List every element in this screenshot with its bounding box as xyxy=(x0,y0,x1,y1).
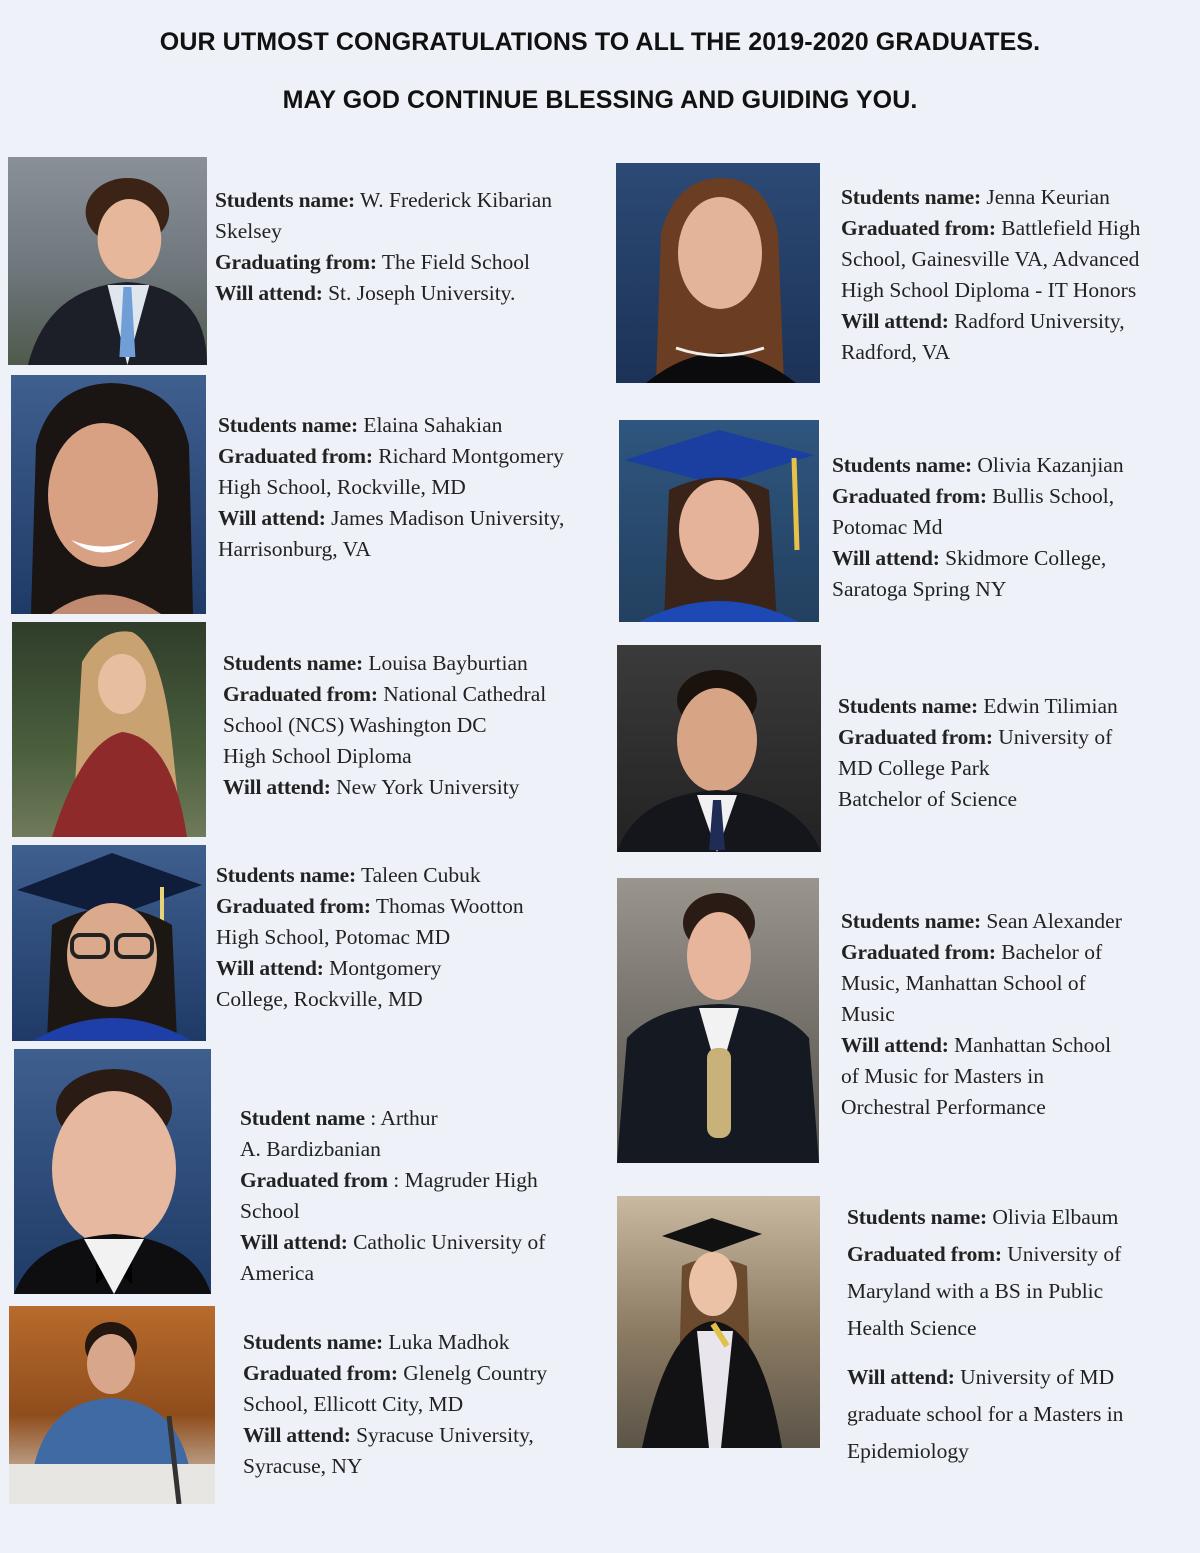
photo-olivia-kazanjian xyxy=(619,420,819,622)
bio-field-value: School, Gainesville VA, Advanced xyxy=(841,247,1140,271)
bio-field-value: Catholic University of xyxy=(347,1230,546,1254)
bio-line xyxy=(841,182,1140,213)
bio-field-value: : Arthur xyxy=(364,1106,438,1130)
bio-field-label: Students name: xyxy=(243,1330,383,1354)
bio-elaina xyxy=(218,410,564,565)
bio-olivia-kazanjian xyxy=(832,450,1124,605)
bio-line xyxy=(847,1433,1123,1470)
bio-line xyxy=(838,753,1118,784)
bio-field-label: Graduating from: xyxy=(215,250,377,274)
bio-field-label: Graduated from: xyxy=(223,682,378,706)
bio-line xyxy=(216,953,524,984)
photo-frederick xyxy=(8,157,207,365)
bio-field-value: Olivia Kazanjian xyxy=(971,453,1124,477)
bio-field-label: Will attend: xyxy=(832,546,940,570)
bio-line xyxy=(243,1389,547,1420)
bio-field-label: Students name: xyxy=(223,651,363,675)
bio-line xyxy=(240,1196,545,1227)
bio-sean xyxy=(841,906,1122,1123)
photo-olivia-elbaum xyxy=(617,1196,820,1448)
bio-field-value: Olivia Elbaum xyxy=(986,1205,1119,1229)
bio-field-label: Graduated from xyxy=(240,1168,388,1192)
bio-field-label: Students name: xyxy=(215,188,355,212)
bio-line xyxy=(832,574,1124,605)
bio-line xyxy=(243,1420,547,1451)
bio-field-value: High School Diploma - IT Honors xyxy=(841,278,1137,302)
bio-line xyxy=(832,481,1124,512)
bio-line xyxy=(243,1451,547,1482)
bio-line xyxy=(240,1134,545,1165)
photo-arthur xyxy=(14,1049,211,1294)
bio-field-value: America xyxy=(240,1261,315,1285)
bio-line xyxy=(243,1327,547,1358)
bio-field-value: University of xyxy=(1001,1242,1122,1266)
bio-line xyxy=(240,1227,545,1258)
bio-line xyxy=(838,784,1118,815)
bio-luka xyxy=(243,1327,547,1482)
bio-field-label: Graduated from: xyxy=(832,484,987,508)
bio-line xyxy=(841,968,1122,999)
bio-field-value: Louisa Bayburtian xyxy=(362,651,528,675)
bio-line xyxy=(841,906,1122,937)
bio-field-label: Will attend: xyxy=(243,1423,351,1447)
bio-field-label: Will attend: xyxy=(841,309,949,333)
bio-field-value: School xyxy=(240,1199,300,1223)
bio-field-label: Will attend: xyxy=(223,775,331,799)
bio-field-value: Harrisonburg, VA xyxy=(218,537,371,561)
bio-field-value: High School, Rockville, MD xyxy=(218,475,466,499)
bio-field-label: Student name xyxy=(240,1106,365,1130)
bio-frederick xyxy=(215,185,552,309)
bio-line xyxy=(847,1199,1123,1236)
bio-line xyxy=(841,1061,1122,1092)
bio-field-label: Will attend: xyxy=(841,1033,949,1057)
photo-elaina xyxy=(11,375,206,614)
bio-line xyxy=(841,275,1140,306)
bio-field-value: St. Joseph University. xyxy=(322,281,516,305)
bio-field-value: MD College Park xyxy=(838,756,990,780)
bio-field-label: Graduated from: xyxy=(838,725,993,749)
bio-field-value: School, Ellicott City, MD xyxy=(243,1392,464,1416)
bio-line xyxy=(841,244,1140,275)
bio-line xyxy=(838,722,1118,753)
bio-line xyxy=(841,306,1140,337)
bio-field-value: Syracuse, NY xyxy=(243,1454,363,1478)
bio-line xyxy=(243,1358,547,1389)
bio-line xyxy=(847,1273,1123,1310)
bio-line xyxy=(215,185,552,216)
headline-blessing: MAY GOD CONTINUE BLESSING AND GUIDING YOU. xyxy=(282,86,918,114)
photo-sean xyxy=(617,878,819,1163)
bio-field-value: Health Science xyxy=(847,1316,977,1340)
bio-line xyxy=(218,503,564,534)
bio-jenna xyxy=(841,182,1140,368)
bio-line xyxy=(841,1030,1122,1061)
bio-line xyxy=(216,891,524,922)
bio-line xyxy=(847,1359,1123,1396)
bio-line xyxy=(841,1092,1122,1123)
bio-field-value: Skidmore College, xyxy=(939,546,1107,570)
photo-jenna xyxy=(616,163,820,383)
bio-field-label: Graduated from: xyxy=(841,216,996,240)
bio-field-value: W. Frederick Kibarian xyxy=(354,188,552,212)
bio-line xyxy=(218,534,564,565)
bio-line xyxy=(847,1236,1123,1273)
bio-field-value: Edwin Tilimian xyxy=(977,694,1118,718)
bio-field-label: Will attend: xyxy=(847,1365,955,1389)
bio-field-label: Will attend: xyxy=(216,956,324,980)
bio-line xyxy=(841,337,1140,368)
photo-edwin xyxy=(617,645,821,852)
bio-line xyxy=(838,691,1118,722)
bio-field-value: Montgomery xyxy=(323,956,442,980)
bio-field-label: Students name: xyxy=(847,1205,987,1229)
bio-field-value: Music, Manhattan School of xyxy=(841,971,1086,995)
bio-line xyxy=(240,1258,545,1289)
bio-line xyxy=(218,410,564,441)
bio-line xyxy=(841,937,1122,968)
bio-line xyxy=(223,710,546,741)
bio-louisa xyxy=(223,648,546,803)
bio-field-value: High School Diploma xyxy=(223,744,412,768)
bio-field-label: Graduated from: xyxy=(216,894,371,918)
headline-congratulations: OUR UTMOST CONGRATULATIONS TO ALL THE 2019-2020 GRADUATES. xyxy=(159,28,1041,56)
bio-line xyxy=(215,247,552,278)
bio-field-value: graduate school for a Masters in xyxy=(847,1402,1124,1426)
bio-olivia-elbaum xyxy=(847,1199,1123,1470)
bio-line xyxy=(240,1165,545,1196)
bio-line xyxy=(218,472,564,503)
bio-line xyxy=(832,450,1124,481)
bio-field-label: Graduated from: xyxy=(218,444,373,468)
bio-line xyxy=(223,772,546,803)
bio-field-value: James Madison University, xyxy=(325,506,565,530)
bio-field-value: Glenelg Country xyxy=(397,1361,548,1385)
bio-edwin xyxy=(838,691,1118,815)
bio-field-value: : Magruder High xyxy=(387,1168,538,1192)
bio-field-label: Graduated from: xyxy=(841,940,996,964)
bio-field-value: Orchestral Performance xyxy=(841,1095,1046,1119)
bio-field-value: Maryland with a BS in Public xyxy=(847,1279,1104,1303)
bio-field-value: Skelsey xyxy=(215,219,282,243)
bio-field-value: Music xyxy=(841,1002,895,1026)
photo-taleen xyxy=(12,845,206,1041)
bio-field-value: Richard Montgomery xyxy=(372,444,564,468)
bio-line xyxy=(832,512,1124,543)
bio-field-value: Bullis School, xyxy=(986,484,1115,508)
bio-field-label: Graduated from: xyxy=(243,1361,398,1385)
bio-field-value: Syracuse University, xyxy=(350,1423,534,1447)
bio-arthur xyxy=(240,1103,545,1289)
bio-field-label: Students name: xyxy=(841,185,981,209)
bio-field-value: High School, Potomac MD xyxy=(216,925,451,949)
bio-line xyxy=(216,922,524,953)
bio-field-value: Elaina Sahakian xyxy=(357,413,503,437)
bio-field-value: Bachelor of xyxy=(995,940,1103,964)
bio-field-label: Students name: xyxy=(841,909,981,933)
bio-field-value: Potomac Md xyxy=(832,515,943,539)
bio-field-label: Students name: xyxy=(838,694,978,718)
bio-field-value: National Cathedral xyxy=(377,682,547,706)
bio-field-value: Saratoga Spring NY xyxy=(832,577,1007,601)
bio-line xyxy=(216,984,524,1015)
bio-field-value: A. Bardizbanian xyxy=(240,1137,381,1161)
bio-field-label: Students name: xyxy=(832,453,972,477)
bio-line xyxy=(841,999,1122,1030)
bio-field-label: Graduated from: xyxy=(847,1242,1002,1266)
bio-line xyxy=(832,543,1124,574)
bio-field-value: Radford, VA xyxy=(841,340,951,364)
photo-louisa xyxy=(12,622,206,837)
bio-field-label: Will attend: xyxy=(218,506,326,530)
bio-line xyxy=(223,741,546,772)
bio-field-value: Sean Alexander xyxy=(980,909,1122,933)
bio-line xyxy=(223,648,546,679)
bio-field-label: Students name: xyxy=(218,413,358,437)
bio-field-value: College, Rockville, MD xyxy=(216,987,423,1011)
bio-field-label: Will attend: xyxy=(215,281,323,305)
bio-line xyxy=(240,1103,545,1134)
bio-field-value: Batchelor of Science xyxy=(838,787,1018,811)
bio-field-value: University of MD xyxy=(954,1365,1115,1389)
bio-line xyxy=(841,213,1140,244)
bio-field-label: Students name: xyxy=(216,863,356,887)
bio-field-value: of Music for Masters in xyxy=(841,1064,1045,1088)
bio-field-value: Thomas Wootton xyxy=(370,894,524,918)
bio-taleen xyxy=(216,860,524,1015)
bio-field-value: School (NCS) Washington DC xyxy=(223,713,487,737)
bio-field-value: Battlefield High xyxy=(995,216,1141,240)
photo-luka xyxy=(9,1306,215,1504)
bio-line xyxy=(847,1396,1123,1433)
bio-field-value: University of xyxy=(992,725,1113,749)
bio-line xyxy=(223,679,546,710)
bio-field-value: Taleen Cubuk xyxy=(355,863,481,887)
bio-field-value: Jenna Keurian xyxy=(980,185,1110,209)
bio-field-value: The Field School xyxy=(376,250,530,274)
bio-line xyxy=(215,278,552,309)
bio-field-value: Luka Madhok xyxy=(382,1330,510,1354)
bio-line xyxy=(216,860,524,891)
bio-field-value: Epidemiology xyxy=(847,1439,969,1463)
bio-field-value: Radford University, xyxy=(948,309,1125,333)
bio-line xyxy=(847,1310,1123,1347)
bio-field-value: Manhattan School xyxy=(948,1033,1112,1057)
bio-field-label: Will attend: xyxy=(240,1230,348,1254)
bio-line xyxy=(215,216,552,247)
bio-field-value: New York University xyxy=(330,775,520,799)
bio-line xyxy=(218,441,564,472)
